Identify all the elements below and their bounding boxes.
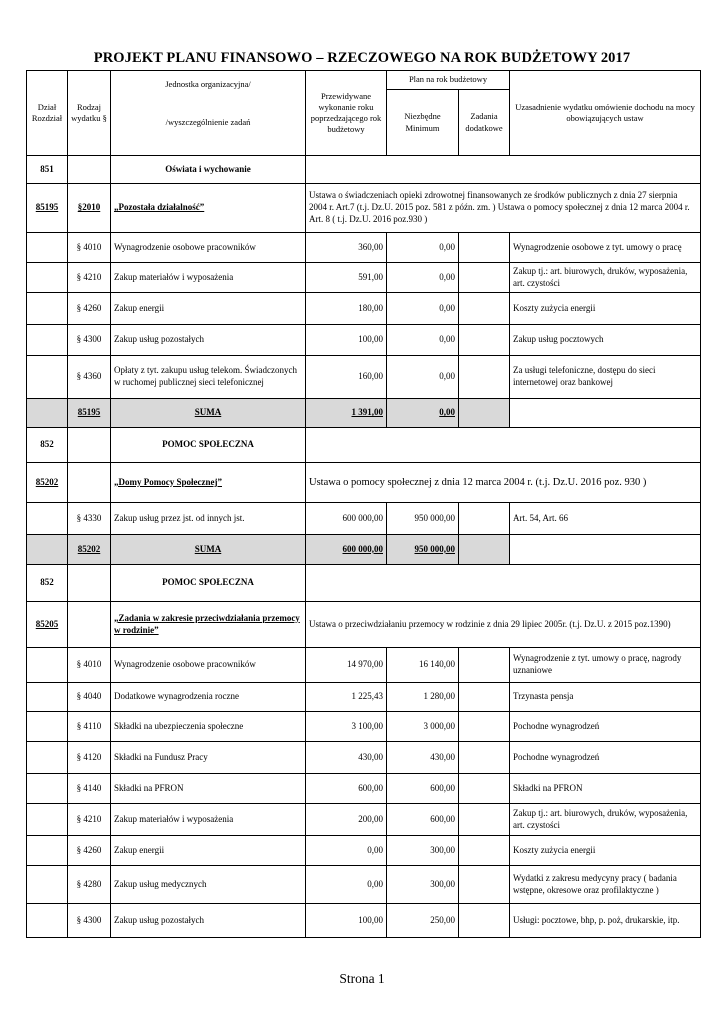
row-minimum: 0,00 — [387, 325, 459, 356]
row-prev: 0,00 — [306, 866, 387, 904]
table-row — [27, 774, 701, 804]
row-empty — [27, 866, 68, 904]
row-empty — [27, 683, 68, 712]
rozdzial-code: 85202 — [27, 463, 68, 503]
row-empty — [27, 774, 68, 804]
row-minimum: 250,00 — [387, 904, 459, 938]
row-name: Dodatkowe wynagrodzenia roczne — [111, 683, 306, 712]
dzial-code: 851 — [27, 156, 68, 184]
sum-empty — [459, 535, 510, 565]
rozdzial-ustawa: Ustawa o świadczeniach opieki zdrowotnej finansowanych ze środków publicznych z dnia 27 sierpnia 2004 r. Art.7 (t.j. Dz.U. 2015 poz. 581 z późn. zm. ) Ustawa o pomocy społecznej z dnia 12 marca 2004 r. Art. 8 ( t.j. Dz.U. 2016 poz.930 ) — [306, 184, 701, 233]
table-row — [27, 325, 701, 356]
rozdzial-row — [27, 602, 701, 648]
sum-prev: 600 000,00 — [306, 535, 387, 565]
row-dodatkowe — [459, 904, 510, 938]
row-name: Zakup energii — [111, 836, 306, 866]
dzial-row — [27, 156, 701, 184]
dzial-name: POMOC SPOŁECZNA — [111, 565, 306, 602]
row-dodatkowe — [459, 836, 510, 866]
table-row — [27, 904, 701, 938]
table-row — [27, 836, 701, 866]
row-prev: 591,00 — [306, 263, 387, 293]
row-uzasadnienie: Wynagrodzenie z tyt. umowy o pracę, nagrody uznaniowe — [510, 648, 701, 683]
row-paragraf: § 4260 — [68, 836, 111, 866]
row-paragraf: § 4110 — [68, 712, 111, 742]
row-paragraf: § 4300 — [68, 325, 111, 356]
dzial-code: 852 — [27, 428, 68, 463]
row-minimum: 300,00 — [387, 836, 459, 866]
rozdzial-name: „Domy Pomocy Społecznej” — [111, 463, 306, 503]
sum-code: 85202 — [68, 535, 111, 565]
row-prev: 100,00 — [306, 904, 387, 938]
rozdzial-code: 85205 — [27, 602, 68, 648]
row-minimum: 600,00 — [387, 804, 459, 836]
table-row — [27, 356, 701, 399]
row-uzasadnienie: Zakup tj.: art. biurowych, druków, wyposażenia, art. czystości — [510, 263, 701, 293]
table-row — [27, 683, 701, 712]
rozdzial-row — [27, 184, 701, 233]
document-title: PROJEKT PLANU FINANSOWO – RZECZOWEGO NA ROK BUDŻETOWY 2017 — [93, 50, 631, 66]
row-empty — [27, 503, 68, 535]
row-uzasadnienie: Trzynasta pensja — [510, 683, 701, 712]
header-rodzaj: Rodzaj wydatku § — [68, 71, 111, 156]
header-zadania: Zadania dodatkowe — [459, 90, 510, 156]
sum-empty — [27, 399, 68, 428]
row-dodatkowe — [459, 263, 510, 293]
row-name: Zakup materiałów i wyposażenia — [111, 263, 306, 293]
row-minimum: 3 000,00 — [387, 712, 459, 742]
row-name: Składki na ubezpieczenia społeczne — [111, 712, 306, 742]
row-name: Zakup usług pozostałych — [111, 904, 306, 938]
row-empty — [27, 904, 68, 938]
empty-cell — [68, 156, 111, 184]
row-minimum: 0,00 — [387, 233, 459, 263]
finance-plan-table — [26, 70, 701, 938]
row-uzasadnienie: Pochodne wynagrodzeń — [510, 742, 701, 774]
row-uzasadnienie: Za usługi telefoniczne, dostępu do sieci internetowej oraz bankowej — [510, 356, 701, 399]
row-paragraf: § 4300 — [68, 904, 111, 938]
row-empty — [27, 356, 68, 399]
table-row — [27, 742, 701, 774]
row-prev: 100,00 — [306, 325, 387, 356]
row-name: Składki na PFRON — [111, 774, 306, 804]
sum-empty — [510, 535, 701, 565]
row-minimum: 950 000,00 — [387, 503, 459, 535]
row-minimum: 0,00 — [387, 356, 459, 399]
row-uzasadnienie: Usługi: pocztowe, bhp, p. poż, drukarskie, itp. — [510, 904, 701, 938]
row-uzasadnienie: Art. 54, Art. 66 — [510, 503, 701, 535]
row-paragraf: § 4210 — [68, 804, 111, 836]
row-uzasadnienie: Koszty zużycia energii — [510, 293, 701, 325]
rozdzial-paragraf: §2010 — [68, 184, 111, 233]
row-name: Zakup usług przez jst. od innych jst. — [111, 503, 306, 535]
rozdzial-ustawa: Ustawa o przeciwdziałaniu przemocy w rodzinie z dnia 29 lipiec 2005r. (t.j. Dz.U. z 2015 poz.1390) — [306, 602, 701, 648]
row-prev: 360,00 — [306, 233, 387, 263]
row-minimum: 0,00 — [387, 263, 459, 293]
row-empty — [27, 742, 68, 774]
sum-minimum: 0,00 — [387, 399, 459, 428]
rozdzial-name: „Zadania w zakresie przeciwdziałania przemocy w rodzinie” — [111, 602, 306, 648]
row-dodatkowe — [459, 683, 510, 712]
dzial-name: POMOC SPOŁECZNA — [111, 428, 306, 463]
sum-minimum: 950 000,00 — [387, 535, 459, 565]
sum-code: 85195 — [68, 399, 111, 428]
row-prev: 3 100,00 — [306, 712, 387, 742]
table-row — [27, 263, 701, 293]
row-uzasadnienie: Zakup tj.: art. biurowych, druków, wyposażenia, art. czystości — [510, 804, 701, 836]
row-paragraf: § 4120 — [68, 742, 111, 774]
row-name: Zakup usług pozostałych — [111, 325, 306, 356]
dzial-row — [27, 565, 701, 602]
row-paragraf: § 4330 — [68, 503, 111, 535]
row-dodatkowe — [459, 503, 510, 535]
row-empty — [27, 233, 68, 263]
row-paragraf: § 4010 — [68, 233, 111, 263]
row-dodatkowe — [459, 356, 510, 399]
row-name: Wynagrodzenie osobowe pracowników — [111, 233, 306, 263]
rozdzial-row — [27, 463, 701, 503]
row-dodatkowe — [459, 742, 510, 774]
row-minimum: 16 140,00 — [387, 648, 459, 683]
row-dodatkowe — [459, 233, 510, 263]
sum-empty — [27, 535, 68, 565]
row-paragraf: § 4210 — [68, 263, 111, 293]
row-minimum: 1 280,00 — [387, 683, 459, 712]
row-dodatkowe — [459, 804, 510, 836]
row-dodatkowe — [459, 293, 510, 325]
table-row — [27, 233, 701, 263]
row-prev: 600 000,00 — [306, 503, 387, 535]
sum-label: SUMA — [111, 535, 306, 565]
header-niezbedne: Niezbędne Minimum — [387, 90, 459, 156]
table-row — [27, 503, 701, 535]
sum-empty — [510, 399, 701, 428]
empty-cell — [306, 565, 701, 602]
row-paragraf: § 4140 — [68, 774, 111, 804]
sum-row — [27, 535, 701, 565]
row-name: Zakup usług medycznych — [111, 866, 306, 904]
table-row — [27, 648, 701, 683]
row-prev: 600,00 — [306, 774, 387, 804]
row-empty — [27, 804, 68, 836]
row-prev: 0,00 — [306, 836, 387, 866]
sum-empty — [459, 399, 510, 428]
row-prev: 160,00 — [306, 356, 387, 399]
header-przewidywane: Przewidywane wykonanie roku poprzedzającego rok budżetowy — [306, 71, 387, 156]
row-paragraf: § 4260 — [68, 293, 111, 325]
row-paragraf: § 4040 — [68, 683, 111, 712]
row-paragraf: § 4280 — [68, 866, 111, 904]
row-prev: 1 225,43 — [306, 683, 387, 712]
rozdzial-ustawa: Ustawa o pomocy społecznej z dnia 12 marca 2004 r. (t.j. Dz.U. 2016 poz. 930 ) — [306, 463, 701, 503]
empty-cell — [306, 156, 701, 184]
row-minimum: 300,00 — [387, 866, 459, 904]
row-uzasadnienie: Wynagrodzenie osobowe z tyt. umowy o pracę — [510, 233, 701, 263]
row-uzasadnienie: Pochodne wynagrodzeń — [510, 712, 701, 742]
sum-prev: 1 391,00 — [306, 399, 387, 428]
empty-cell — [306, 428, 701, 463]
row-empty — [27, 263, 68, 293]
row-dodatkowe — [459, 648, 510, 683]
rozdzial-code: 85195 — [27, 184, 68, 233]
sum-label: SUMA — [111, 399, 306, 428]
dzial-row — [27, 428, 701, 463]
table-row — [27, 804, 701, 836]
header-plan: Plan na rok budżetowy — [387, 71, 510, 90]
row-name: Zakup materiałów i wyposażenia — [111, 804, 306, 836]
row-uzasadnienie: Wydatki z zakresu medycyny pracy ( badania wstępne, okresowe oraz profilaktyczne ) — [510, 866, 701, 904]
row-prev: 180,00 — [306, 293, 387, 325]
header-row — [27, 71, 701, 90]
row-dodatkowe — [459, 712, 510, 742]
row-minimum: 600,00 — [387, 774, 459, 804]
header-jednostka-top: Jednostka organizacyjna/ — [165, 79, 251, 89]
dzial-name: Oświata i wychowanie — [111, 156, 306, 184]
row-paragraf: § 4010 — [68, 648, 111, 683]
table-row — [27, 293, 701, 325]
row-name: Zakup energii — [111, 293, 306, 325]
row-uzasadnienie: Zakup usług pocztowych — [510, 325, 701, 356]
row-name: Wynagrodzenie osobowe pracowników — [111, 648, 306, 683]
row-minimum: 430,00 — [387, 742, 459, 774]
rozdzial-paragraf — [68, 602, 111, 648]
dzial-code: 852 — [27, 565, 68, 602]
page-number: Strona 1 — [339, 971, 385, 986]
row-dodatkowe — [459, 325, 510, 356]
row-dodatkowe — [459, 774, 510, 804]
table-row — [27, 712, 701, 742]
row-empty — [27, 648, 68, 683]
header-uzasadnienie: Uzasadnienie wydatku omówienie dochodu na mocy obowiązujących ustaw — [510, 71, 701, 156]
empty-cell — [68, 428, 111, 463]
rozdzial-name: „Pozostała działalność” — [111, 184, 306, 233]
sum-row — [27, 399, 701, 428]
row-dodatkowe — [459, 866, 510, 904]
row-empty — [27, 325, 68, 356]
table-row — [27, 866, 701, 904]
row-empty — [27, 293, 68, 325]
rozdzial-paragraf — [68, 463, 111, 503]
row-paragraf: § 4360 — [68, 356, 111, 399]
row-uzasadnienie: Składki na PFRON — [510, 774, 701, 804]
row-empty — [27, 836, 68, 866]
header-jednostka — [111, 71, 306, 156]
row-prev: 200,00 — [306, 804, 387, 836]
row-empty — [27, 712, 68, 742]
header-dzial: Dział Rozdział — [27, 71, 68, 156]
header-jednostka-bottom: /wyszczególnienie zadań — [165, 117, 251, 128]
row-name: Składki na Fundusz Pracy — [111, 742, 306, 774]
row-prev: 430,00 — [306, 742, 387, 774]
row-name: Opłaty z tyt. zakupu usług telekom. Świadczonych w ruchomej publicznej sieci telefonicznej — [111, 356, 306, 399]
row-uzasadnienie: Koszty zużycia energii — [510, 836, 701, 866]
empty-cell — [68, 565, 111, 602]
row-minimum: 0,00 — [387, 293, 459, 325]
row-prev: 14 970,00 — [306, 648, 387, 683]
